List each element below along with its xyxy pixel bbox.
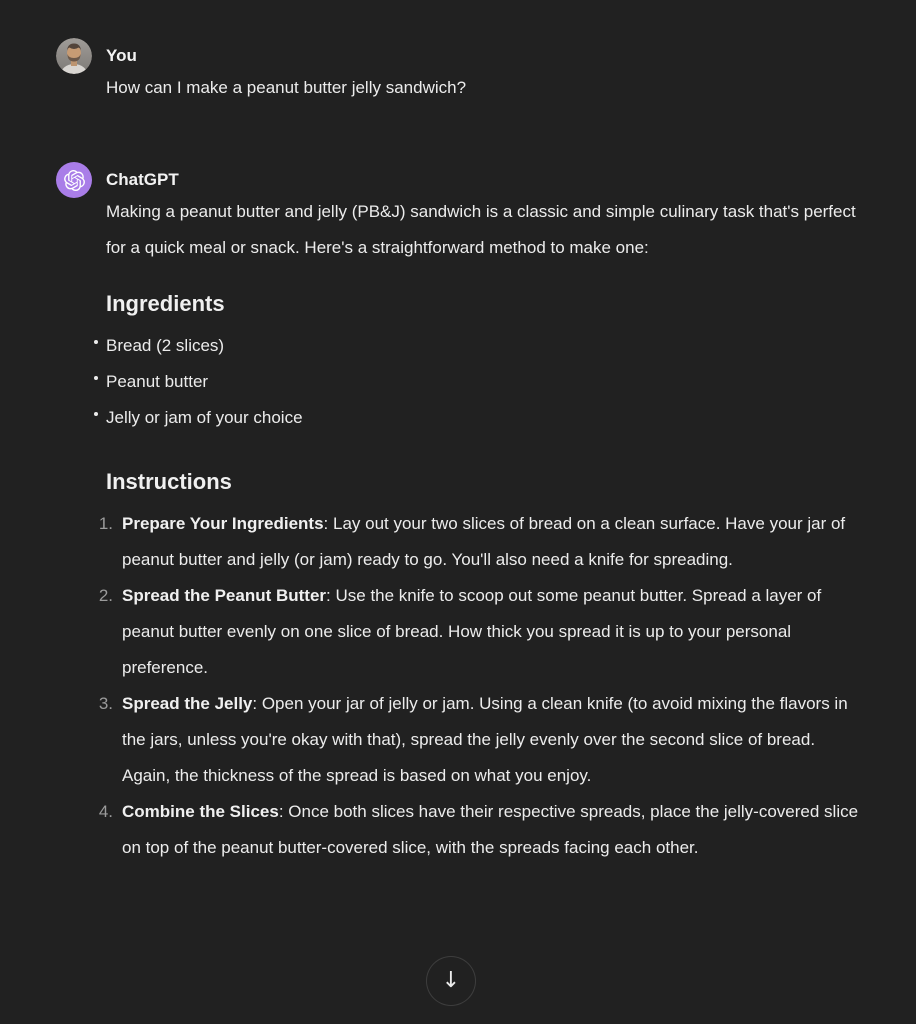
ingredients-heading: Ingredients xyxy=(106,291,225,316)
user-message-text: How can I make a peanut butter jelly sandwich? xyxy=(106,78,467,97)
list-item xyxy=(93,506,864,578)
bullet-icon xyxy=(94,376,98,380)
ingredients-list xyxy=(106,328,864,436)
list-number: 1. xyxy=(98,514,113,533)
instruction-text xyxy=(122,578,864,686)
list-number: 2. xyxy=(98,586,113,605)
instruction-title: Combine the Slices xyxy=(122,802,279,821)
list-number: 3. xyxy=(98,694,113,713)
instruction-body: : Use the knife to scoop out some peanut butter. Spread a layer of peanut butter evenly on one slice of bread. How thick you spread it is up to your personal preference. xyxy=(122,586,822,677)
instruction-title: Spread the Jelly xyxy=(122,694,253,713)
user-photo-icon xyxy=(56,38,92,74)
arrow-down-icon: ↓ xyxy=(441,968,461,993)
ingredient-text: Jelly or jam of your choice xyxy=(106,408,303,427)
chatgpt-logo-icon xyxy=(64,170,85,191)
ingredient-text: Peanut butter xyxy=(106,372,209,391)
assistant-message xyxy=(56,162,866,866)
user-author-name: You xyxy=(106,46,137,65)
ingredient-text: Bread (2 slices) xyxy=(106,336,225,355)
instruction-text xyxy=(122,686,864,794)
instruction-title: Spread the Peanut Butter xyxy=(122,586,327,605)
list-item xyxy=(94,400,864,436)
instruction-body: : Lay out your two slices of bread on a clean surface. Have your jar of peanut butter and jelly (or jam) ready to go. You'll also need a knife for spreading. xyxy=(122,514,846,569)
user-avatar xyxy=(56,38,92,74)
list-item xyxy=(93,578,864,686)
list-item xyxy=(93,686,864,794)
list-number: 4. xyxy=(98,802,113,821)
assistant-intro-paragraph: Making a peanut butter and jelly (PB&J) sandwich is a classic and simple culinary task that's perfect for a quick meal or snack. Here's a straightforward method to make one: xyxy=(106,202,856,257)
bullet-icon xyxy=(94,340,98,344)
instructions-heading: Instructions xyxy=(106,469,232,494)
instruction-body: : Once both slices have their respective spreads, place the jelly-covered slice on top of the peanut butter-covered slice, with the spreads facing each other. xyxy=(122,802,859,857)
scroll-to-bottom-button[interactable] xyxy=(426,956,476,1006)
instruction-text xyxy=(122,506,864,578)
list-item xyxy=(94,364,864,400)
list-item xyxy=(93,794,864,866)
list-item xyxy=(94,328,864,364)
instruction-body: : Open your jar of jelly or jam. Using a clean knife (to avoid mixing the flavors in the jars, unless you're okay with that), spread the jelly evenly over the second slice of bread. Again, the thickness of the spread is based on what you enjoy. xyxy=(122,694,848,785)
instructions-list xyxy=(98,506,864,866)
bullet-icon xyxy=(94,412,98,416)
assistant-author-name: ChatGPT xyxy=(106,170,179,189)
instruction-text xyxy=(122,794,864,866)
instruction-title: Prepare Your Ingredients xyxy=(122,514,324,533)
assistant-avatar xyxy=(56,162,92,198)
user-message xyxy=(56,38,866,106)
